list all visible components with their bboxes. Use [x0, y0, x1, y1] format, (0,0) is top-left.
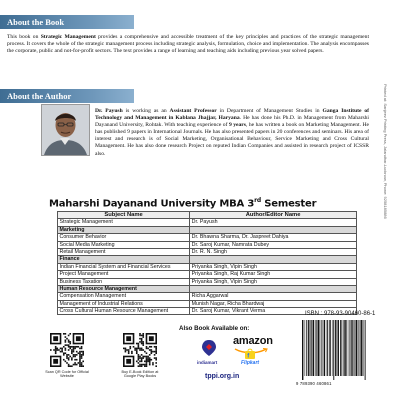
subject-name-cell: Strategic Management — [58, 219, 190, 226]
author-name-cell: Munish Nagar, Richa Bhardwaj — [190, 300, 357, 307]
table-row — [58, 293, 357, 300]
author-name-cell: Dr. R. N. Singh — [190, 248, 357, 255]
table-row — [58, 271, 357, 278]
syllabus-title-sup: rd — [254, 197, 261, 204]
subject-name-cell: Management of Industrial Relations — [58, 300, 190, 307]
table-row — [58, 248, 357, 255]
category-name-cell: Finance — [58, 256, 190, 263]
amazon-logo: amazon — [233, 335, 273, 347]
subject-name-cell: Business Taxation — [58, 278, 190, 285]
author-text-2: in Department of Management Studies in — [216, 108, 323, 114]
printer-imprint: Printed at: Sanjeev Printing Press, Jalandhar-Lucknow, Phone: 9258185886 — [383, 84, 388, 219]
author-name-cell: Dr. Saroj Kumar, Vikrant Verma — [190, 308, 357, 315]
syllabus-title-main: Maharshi Dayanand University MBA 3 — [49, 198, 255, 210]
table-row — [58, 241, 357, 248]
author-name-cell: Dr. Bhawna Sharma, Dr. Jaspreet Dahiya — [190, 234, 357, 241]
author-institute: Ganga Institute of Technology and Management in Kablana Jhajjar, Haryana — [95, 108, 370, 122]
author-role: Assistant Professor — [169, 108, 217, 114]
table-row — [58, 234, 357, 241]
table-category-row — [58, 285, 357, 292]
barcode-digits: 9 789390 460861 — [296, 381, 332, 386]
author-text-3: . He has done his Ph.D. in Management from Maharshi Dayanand University, Rohtak. With teaching experience of — [95, 115, 369, 129]
book-text-rest: provides a comprehensive and accessible treatment of the key principles and practices of the strategic management process. It covers the whole of the strategic management process including strategic analysis, formulation, choice and implementation. The analysis encompasses the corporate, public and not-for-profit sectors. The text provides a range of learning and teaching aids including previous year solved papers. — [7, 34, 370, 55]
author-portrait-image — [42, 105, 89, 155]
author-name-cell: Richa Aggarwal — [190, 293, 357, 300]
table-header-row — [58, 212, 357, 219]
tppi-website-label: tppi.org.in — [205, 373, 240, 380]
syllabus-title — [49, 197, 369, 209]
author-name-cell: Priyanka Singh, Raj Kumar Singh — [190, 271, 357, 278]
indiamart-label: indiamart — [197, 360, 218, 365]
author-experience: 9 years — [228, 122, 246, 129]
author-name-cell — [190, 256, 357, 263]
subjects-table — [57, 211, 357, 315]
subjects-table-body — [58, 219, 357, 315]
about-book-paragraph — [7, 34, 369, 55]
author-name-cell — [190, 226, 357, 233]
subject-name-cell: Compensation Management — [58, 293, 190, 300]
isbn-barcode — [298, 320, 370, 380]
subject-name-cell: Indian Financial System and Financial Services — [58, 263, 190, 270]
author-text-4: , he has written a book on Marketing Management. He has published 9 papers in International Journals. He has also presented papers in 20 conferences and seminars. His area of interest and research is of Social Marketing, Organisational Behaviour, Service Marketing and Cross Cultural Management. He has also done research Project on reputed Indian Companies and assisted in research project of ICSSR also. — [95, 122, 369, 157]
about-author-heading: About the Author — [0, 89, 134, 103]
table-row — [58, 263, 357, 270]
syllabus-title-end: Semester — [260, 198, 317, 210]
also-available-label: Also Book Available on: — [179, 325, 250, 332]
play-books-qr-code-icon — [123, 333, 157, 367]
flipkart-bag-icon — [244, 348, 256, 359]
svg-text:f: f — [247, 353, 250, 359]
author-name-cell — [190, 285, 357, 292]
category-name-cell: Marketing — [58, 226, 190, 233]
subject-name-cell: Retail Management — [58, 248, 190, 255]
author-photo — [41, 104, 90, 156]
table-row — [58, 278, 357, 285]
isbn-label: ISBN : 978-93-90460-86-1 — [305, 311, 376, 317]
table-category-row — [58, 226, 357, 233]
book-title-bold: Strategic Management — [40, 34, 96, 40]
website-qr-code-icon — [50, 333, 84, 367]
table-row — [58, 219, 357, 226]
subject-name-cell: Cross Cultural Human Resource Management — [58, 308, 190, 315]
table-category-row — [58, 256, 357, 263]
play-books-qr-caption: Buy E-Book Edition at Google Play Books — [121, 370, 159, 379]
subject-name-cell: Consumer Behavior — [58, 234, 190, 241]
flipkart-label: Flipkart — [241, 360, 260, 366]
indiamart-icon — [201, 339, 217, 357]
author-text-1: is working as an — [122, 108, 170, 114]
table-row — [58, 300, 357, 307]
subject-name-cell: Social Media Marketing — [58, 241, 190, 248]
header-author-name: Author/Editor Name — [190, 212, 357, 219]
category-name-cell: Human Resource Management — [58, 285, 190, 292]
about-author-paragraph — [95, 108, 369, 158]
header-subject-name: Subject Name — [58, 212, 190, 219]
author-name-cell: Priyanka Singh, Vipin Singh — [190, 278, 357, 285]
author-name-cell: Dr. Payush — [190, 219, 357, 226]
author-name: Dr. Payush — [95, 108, 123, 114]
author-name-cell: Dr. Saroj Kumar, Namrata Dubey — [190, 241, 357, 248]
subject-name-cell: Project Management — [58, 271, 190, 278]
about-book-heading: About the Book — [0, 15, 134, 29]
book-text-lead: This book on — [7, 34, 41, 40]
website-qr-caption: Scan QR Code for Official Website — [45, 370, 89, 379]
author-name-cell: Priyanka Singh, Vipin Singh — [190, 263, 357, 270]
